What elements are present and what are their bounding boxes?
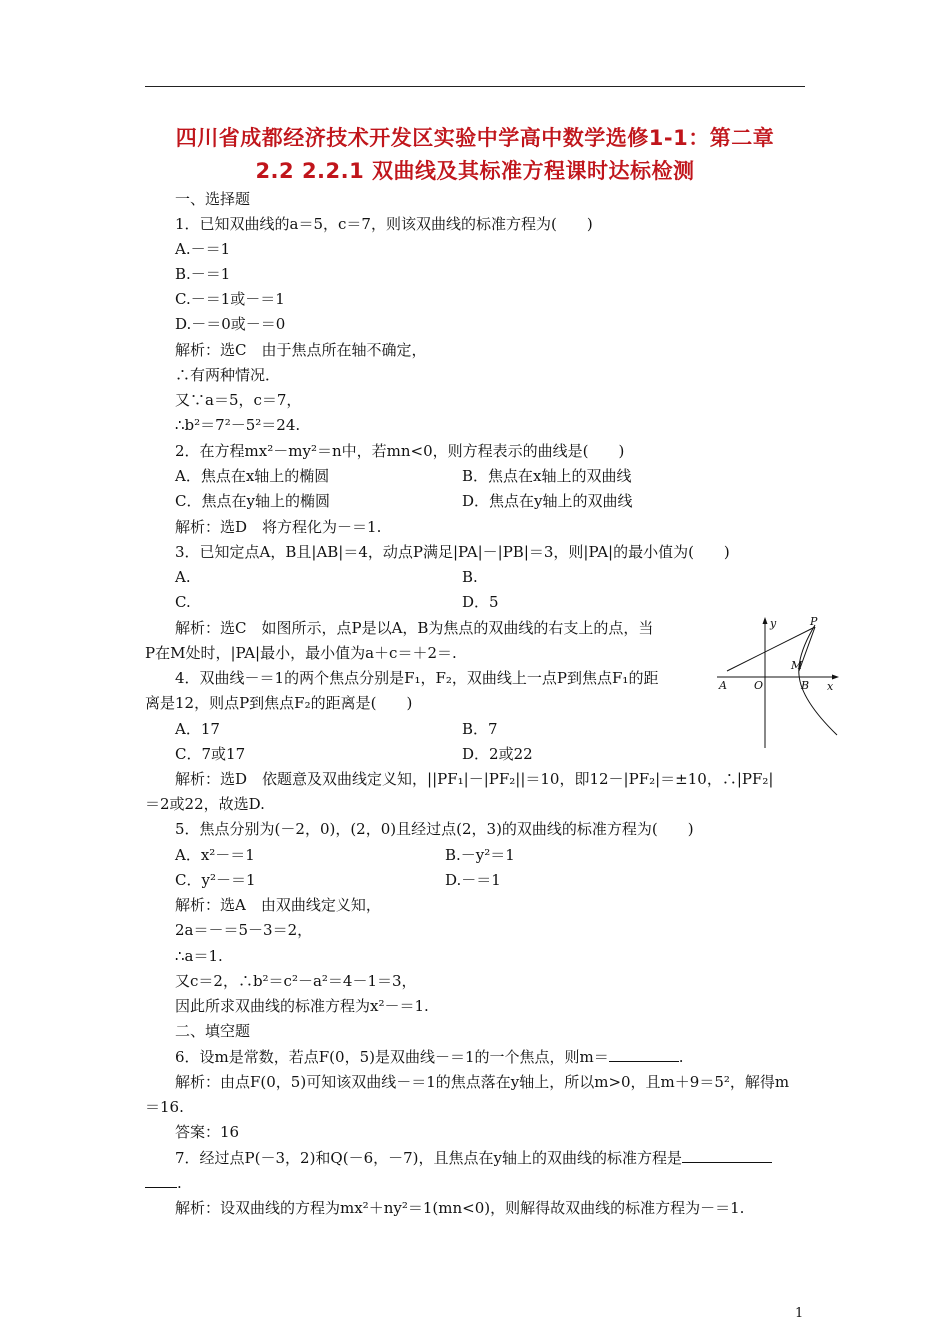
title-line-2: 2.2 2.2.1 双曲线及其标准方程课时达标检测	[255, 159, 695, 183]
q2-option-d: D．焦点在y轴上的双曲线	[462, 492, 633, 510]
q3-option-c: C.	[175, 593, 191, 611]
q6-solution-2: ＝16.	[145, 1098, 184, 1116]
q7-text-2: .	[145, 1174, 182, 1192]
q1-option-d: D.－＝0或－＝0	[175, 315, 286, 333]
q2-text: 2．在方程mx²－my²＝n中，若mn<0，则方程表示的曲线是( )	[175, 442, 625, 460]
q1-solution-1: 解析：选C 由于焦点所在轴不确定，	[175, 341, 427, 359]
x-axis-arrow	[832, 675, 839, 680]
q2-option-b: B．焦点在x轴上的双曲线	[462, 467, 632, 485]
q5-solution-3: ∴a＝1.	[175, 947, 223, 965]
q5-option-a: A．x²－＝1	[175, 846, 255, 864]
q2-option-c: C．焦点在y轴上的椭圆	[175, 492, 330, 510]
q1-text: 1．已知双曲线的a＝5，c＝7，则该双曲线的标准方程为( )	[175, 215, 593, 233]
q1-solution-4: ∴b²＝7²－5²＝24.	[175, 416, 301, 434]
q1-option-b: B.－＝1	[175, 265, 231, 283]
q6-text: 6．设m是常数，若点F(0，5)是双曲线－＝1的一个焦点，则m＝ .	[175, 1048, 684, 1066]
label-b: B	[801, 679, 810, 692]
q5-option-d: D.－＝1	[445, 871, 501, 889]
section-fill: 二、填空题	[175, 1022, 251, 1040]
q4-text-2: 离是12，则点P到焦点F₂的距离是( )	[145, 694, 413, 712]
q6-stem: 6．设m是常数，若点F(0，5)是双曲线－＝1的一个焦点，则m＝	[175, 1048, 609, 1066]
q6-answer: 答案：16	[175, 1123, 240, 1141]
q4-solution-1: 解析：选D 依题意及双曲线定义知，||PF₁|－|PF₂||＝10，即12－|PF₂|＝±10，∴|PF₂|	[175, 770, 774, 788]
q7-blank	[682, 1150, 772, 1163]
page-number: 1	[795, 1306, 804, 1321]
y-axis-arrow	[763, 617, 768, 624]
section-choice: 一、选择题	[175, 190, 251, 208]
header-rule	[145, 86, 805, 87]
q6-blank	[609, 1049, 679, 1062]
q6-solution-1: 解析：由点F(0，5)可知该双曲线－＝1的焦点落在y轴上，所以m>0，且m＋9＝5²，解得m	[175, 1073, 790, 1091]
q5-solution-4: 又c＝2，∴b²＝c²－a²＝4－1＝3，	[175, 972, 417, 990]
q3-solution-2: P在M处时，|PA|最小，最小值为a＋c＝＋2＝.	[145, 644, 457, 662]
q5-solution-1: 解析：选A 由双曲线定义知，	[175, 896, 381, 914]
q4-option-d: D．2或22	[462, 745, 533, 763]
q4-option-c: C．7或17	[175, 745, 246, 763]
q2-solution: 解析：选D 将方程化为－＝1.	[175, 518, 382, 536]
q4-solution-2: ＝2或22，故选D.	[145, 795, 265, 813]
q3-option-b: B.	[462, 568, 478, 586]
q7-text	[175, 1149, 772, 1167]
q3-solution-1: 解析：选C 如图所示，点P是以A，B为焦点的双曲线的右支上的点，当	[175, 619, 654, 637]
q7-solution: 解析：设双曲线的方程为mx²＋ny²＝1(mn<0)，则解得故双曲线的标准方程为－＝1.	[175, 1199, 745, 1217]
label-o: O	[754, 679, 764, 692]
q4-text: 4．双曲线－＝1的两个焦点分别是F₁，F₂，双曲线上一点P到焦点F₁的距	[175, 669, 659, 687]
hyperbola-figure	[715, 615, 840, 750]
q5-option-b: B.－y²＝1	[445, 846, 515, 864]
q3-text: 3．已知定点A，B且|AB|＝4，动点P满足|PA|－|PB|＝3，则|PA|的最小值为( )	[175, 543, 730, 561]
q5-solution-2: 2a＝－＝5－3＝2，	[175, 921, 313, 939]
q4-option-b: B．7	[462, 720, 498, 738]
q1-option-c: C.－＝1或－＝1	[175, 290, 285, 308]
q3-option-d: D．5	[462, 593, 499, 611]
q5-text: 5．焦点分别为(－2，0)，(2，0)且经过点(2，3)的双曲线的标准方程为( )	[175, 820, 694, 838]
q7-stem: 7．经过点P(－3，2)和Q(－6，－7)，且焦点在y轴上的双曲线的标准方程是	[175, 1149, 682, 1167]
title-line-1: 四川省成都经济技术开发区实验中学高中数学选修1-1：第二章	[175, 126, 775, 150]
q1-option-a: A.－＝1	[175, 240, 231, 258]
q1-solution-3: 又∵a＝5，c＝7，	[175, 391, 302, 409]
label-m: M	[791, 659, 803, 672]
label-x: x	[827, 680, 834, 693]
q1-solution-2: ∴有两种情况．	[175, 366, 281, 384]
q4-option-a: A．17	[175, 720, 220, 738]
label-y: y	[770, 617, 777, 630]
q5-solution-5: 因此所求双曲线的标准方程为x²－＝1.	[175, 997, 429, 1015]
label-a: A	[719, 679, 727, 692]
q2-option-a: A．焦点在x轴上的椭圆	[175, 467, 330, 485]
label-p: P	[810, 615, 818, 628]
q7-blank-cont	[145, 1175, 177, 1188]
q3-option-a: A.	[175, 568, 191, 586]
q5-option-c: C．y²－＝1	[175, 871, 256, 889]
